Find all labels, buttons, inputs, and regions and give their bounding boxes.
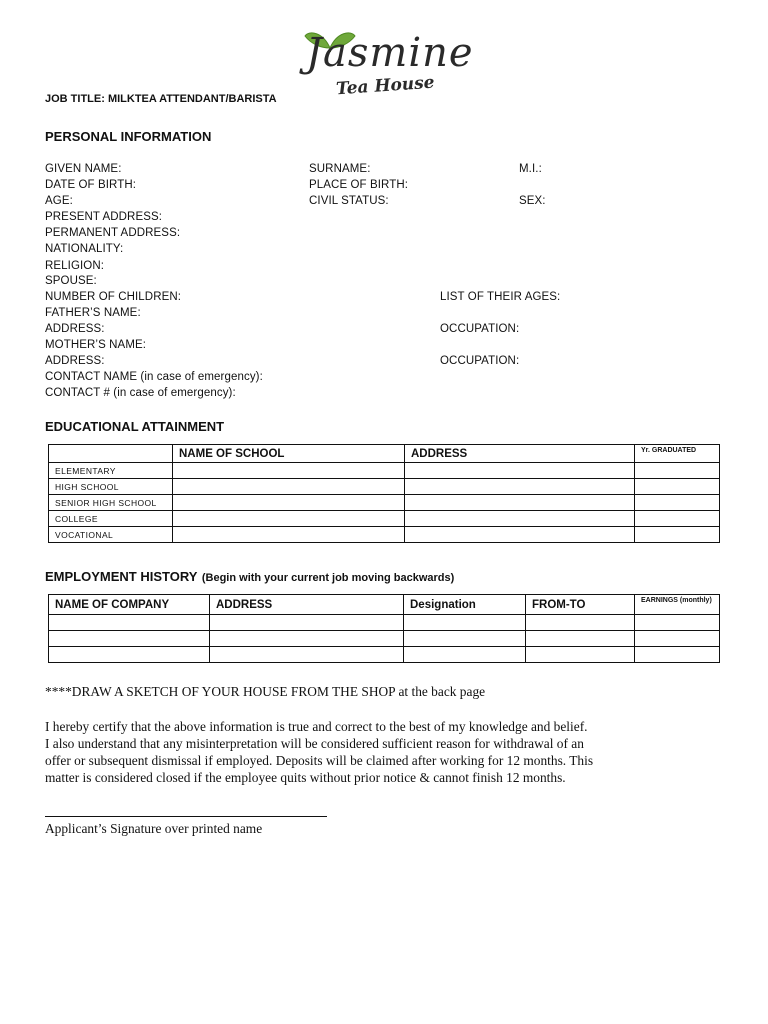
father-occupation-label: OCCUPATION: (440, 323, 520, 335)
certification-line-3: offer or subsequent dismissal if employed. Deposits will be claimed after working for 12 months. This (45, 753, 594, 768)
table-row (49, 647, 720, 663)
signature-line[interactable] (45, 816, 327, 817)
education-table (48, 444, 720, 543)
emergency-contact-number-label: CONTACT # (in case of emergency): (45, 387, 236, 399)
logo-wordmark: Jasmine (306, 30, 474, 76)
education-cell[interactable] (405, 495, 635, 511)
education-cell[interactable] (635, 479, 720, 495)
mother-name-label: MOTHER’S NAME: (45, 339, 147, 351)
sex-label: SEX: (519, 195, 546, 207)
education-cell[interactable] (635, 527, 720, 543)
employment-cell[interactable] (635, 631, 720, 647)
father-address-label: ADDRESS: (45, 323, 105, 335)
table-row (49, 463, 720, 479)
employment-heading-note: (Begin with your current job moving backwards) (201, 572, 455, 584)
employment-cell[interactable] (635, 647, 720, 663)
education-cell[interactable] (635, 511, 720, 527)
employment-col-address: ADDRESS (210, 595, 404, 615)
education-cell[interactable] (405, 463, 635, 479)
employment-heading: EMPLOYMENT HISTORY (45, 569, 198, 584)
education-cell[interactable] (405, 511, 635, 527)
employment-col-designation: Designation (404, 595, 526, 615)
mother-address-label: ADDRESS: (45, 355, 105, 367)
ages-label: LIST OF THEIR AGES: (440, 291, 561, 303)
age-label: AGE: (45, 195, 73, 207)
personal-info-heading: PERSONAL INFORMATION (45, 129, 212, 144)
employment-cell[interactable] (404, 631, 526, 647)
education-heading: EDUCATIONAL ATTAINMENT (45, 419, 225, 434)
education-col-school: NAME OF SCHOOL (173, 445, 405, 463)
employment-cell[interactable] (49, 615, 210, 631)
spouse-label: SPOUSE: (45, 275, 97, 287)
table-row (49, 631, 720, 647)
employment-cell[interactable] (49, 647, 210, 663)
education-cell[interactable] (635, 495, 720, 511)
mother-occupation-label: OCCUPATION: (440, 355, 520, 367)
education-col-year: Yr. GRADUATED (635, 445, 720, 463)
job-title: JOB TITLE: MILKTEA ATTENDANT/BARISTA (45, 93, 277, 105)
employment-cell[interactable] (49, 631, 210, 647)
given-name-label: GIVEN NAME: (45, 163, 122, 175)
education-cell[interactable] (173, 511, 405, 527)
employment-cell[interactable] (210, 615, 404, 631)
permanent-address-label: PERMANENT ADDRESS: (45, 227, 181, 239)
present-address-label: PRESENT ADDRESS: (45, 211, 163, 223)
employment-cell[interactable] (210, 647, 404, 663)
surname-label: SURNAME: (309, 163, 371, 175)
religion-label: RELIGION: (45, 260, 105, 272)
employment-col-earnings: EARNINGS (monthly) (635, 595, 720, 615)
certification-line-2: I also understand that any misinterpretation will be considered sufficient reason for withdrawal of an (45, 736, 584, 751)
mi-label: M.I.: (519, 163, 542, 175)
certification-line-4: matter is considered closed if the employee quits without prior notice & cannot finish 12 months. (45, 770, 566, 785)
certification-line-1: I hereby certify that the above information is true and correct to the best of my knowledge and belief. (45, 719, 588, 734)
employment-heading-row (45, 568, 454, 586)
employment-cell[interactable] (526, 615, 635, 631)
education-row-vocational: VOCATIONAL (49, 527, 173, 543)
education-cell[interactable] (173, 463, 405, 479)
logo-subtitle: Tea House (335, 72, 436, 100)
education-row-college: COLLEGE (49, 511, 173, 527)
education-header-blank (49, 445, 173, 463)
children-label: NUMBER OF CHILDREN: (45, 291, 182, 303)
table-row (49, 495, 720, 511)
civil-status-label: CIVIL STATUS: (309, 195, 389, 207)
employment-cell[interactable] (635, 615, 720, 631)
father-name-label: FATHER’S NAME: (45, 307, 141, 319)
education-row-high-school: HIGH SCHOOL (49, 479, 173, 495)
employment-col-from-to: FROM-TO (526, 595, 635, 615)
education-cell[interactable] (405, 527, 635, 543)
table-row (49, 511, 720, 527)
education-cell[interactable] (173, 495, 405, 511)
education-cell[interactable] (405, 479, 635, 495)
education-cell[interactable] (173, 479, 405, 495)
employment-table (48, 594, 720, 663)
education-row-senior-high: SENIOR HIGH SCHOOL (49, 495, 173, 511)
sketch-note: ****DRAW A SKETCH OF YOUR HOUSE FROM THE SHOP at the back page (45, 684, 486, 699)
dob-label: DATE OF BIRTH: (45, 179, 137, 191)
employment-cell[interactable] (526, 647, 635, 663)
education-col-address: ADDRESS (405, 445, 635, 463)
signature-label: Applicant’s Signature over printed name (45, 821, 263, 836)
nationality-label: NATIONALITY: (45, 243, 124, 255)
pob-label: PLACE OF BIRTH: (309, 179, 409, 191)
employment-col-company: NAME OF COMPANY (49, 595, 210, 615)
table-row (49, 615, 720, 631)
table-row (49, 479, 720, 495)
employment-cell[interactable] (404, 647, 526, 663)
emergency-contact-name-label: CONTACT NAME (in case of emergency): (45, 371, 263, 383)
table-row (49, 527, 720, 543)
education-cell[interactable] (173, 527, 405, 543)
employment-cell[interactable] (404, 615, 526, 631)
employment-cell[interactable] (526, 631, 635, 647)
education-row-elementary: ELEMENTARY (49, 463, 173, 479)
education-cell[interactable] (635, 463, 720, 479)
employment-cell[interactable] (210, 631, 404, 647)
